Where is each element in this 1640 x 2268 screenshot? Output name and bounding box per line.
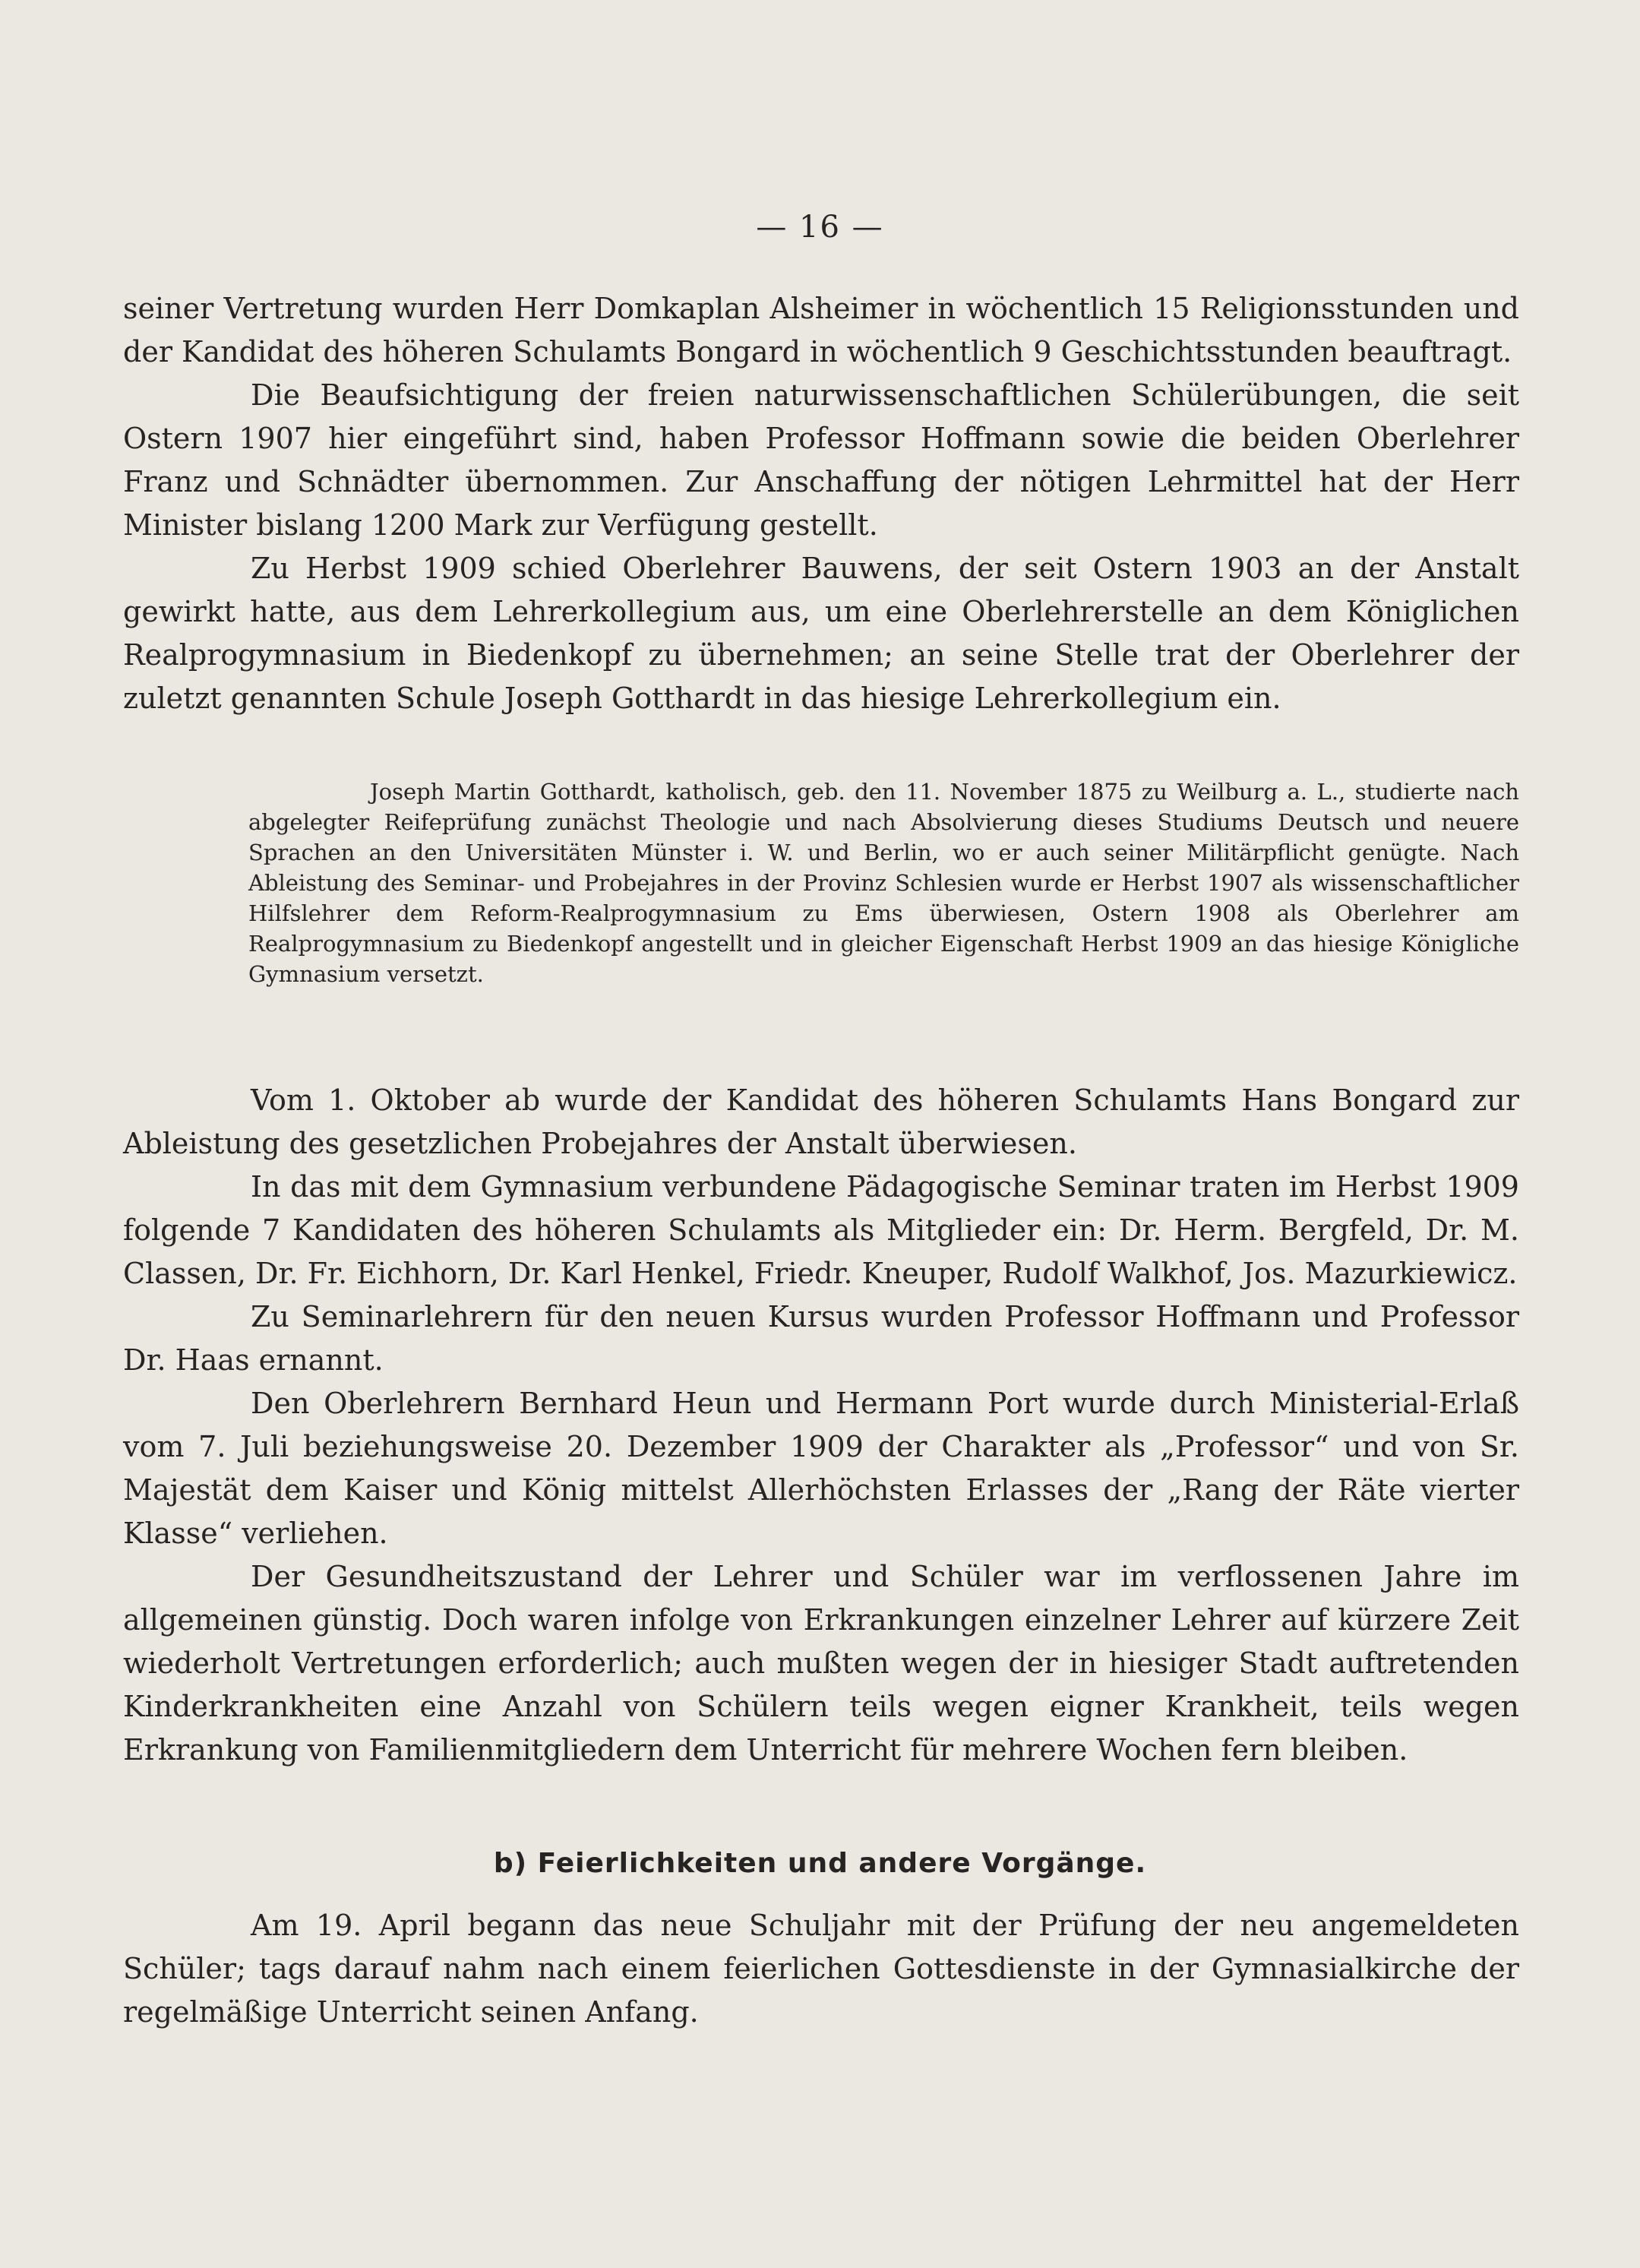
paragraph-professor-titles: Den Oberlehrern Bernhard Heun und Hermann Port wurde durch Ministerial-Erlaß vom 7. Juli beziehungsweise 20. Dezember 1909 der Charakter als „Professor“ und von Sr. Majestät dem Kaiser und König mittelst Allerhöchsten Erlasses der „Rang der Räte vierter Klasse“ verliehen. [123, 1387, 1519, 1550]
section-heading: b) Feierlichkeiten und andere Vorgänge. [493, 1848, 1147, 1879]
paragraph-substitution: seiner Vertretung wurden Herr Domkaplan Alsheimer in wöchentlich 15 Religionsstunden und der Kandidat des höheren Schulamts Bongard in wöchentlich 9 Geschichtsstunden beauftragt. [123, 292, 1519, 369]
gotthardt-biography: Joseph Martin Gotthardt, katholisch, geb. den 11. November 1875 zu Weilburg a. L., studierte nach abgelegter Reifeprüfung zunächst Theologie und nach Absolvierung dieses Studiums Deutsch und neuere Sprachen an den Universitäten Münster i. W. und Berlin, wo er auch seiner Militärpflicht genügte. Nach Ableistung des Seminar- und Probejahres in der Provinz Schlesien wurde er Herbst 1907 als wissenschaftlicher Hilfslehrer dem Reform-Realprogymnasium zu Ems überwiesen, Ostern 1908 als Oberlehrer am Realprogymnasium zu Biedenkopf angestellt und in gleicher Eigenschaft Herbst 1909 an das hiesige Königliche Gymnasium versetzt. [248, 779, 1519, 987]
paragraph-health: Der Gesundheitszustand der Lehrer und Schüler war im verflossenen Jahre im allgemeinen günstig. Doch waren infolge von Erkrankungen einzelner Lehrer auf kürzere Zeit wiederholt Vertretungen erforderlich; auch mußten wegen der in hiesiger Stadt auftretenden Kinderkrankheiten eine Anzahl von Schülern teils wegen eigner Krankheit, teils wegen Erkrankung von Familienmitgliedern dem Unterricht für mehrere Wochen fern bleiben. [123, 1560, 1519, 1767]
text-block-celebrations [123, 1904, 1519, 2034]
paragraph-seminar-teachers: Zu Seminarlehrern für den neuen Kursus wurden Professor Hoffmann und Professor Dr. Haas ernannt. [123, 1300, 1519, 1377]
text-block-staffing [123, 287, 1519, 720]
paragraph-science-exercises: Die Beaufsichtigung der freien naturwissenschaftlichen Schülerübungen, die seit Ostern 1907 hier eingeführt sind, haben Professor Hoffmann sowie die beiden Oberlehrer Franz und Schnädter übernommen. Zur Anschaffung der nötigen Lehrmittel hat der Herr Minister bislang 1200 Mark zur Verfügung gestellt. [123, 378, 1519, 542]
page-number: — 16 — [756, 210, 884, 245]
paragraph-bongard-probation: Vom 1. Oktober ab wurde der Kandidat des höheren Schulamts Hans Bongard zur Ableistung des gesetzlichen Probejahres der Anstalt überwiesen. [123, 1083, 1519, 1160]
paragraph-bauwens-departure: Zu Herbst 1909 schied Oberlehrer Bauwens, der seit Ostern 1903 an der Anstalt gewirkt hatte, aus dem Lehrerkollegium aus, um eine Oberlehrerstelle an dem Königlichen Realprogymnasium in Biedenkopf zu übernehmen; an seine Stelle trat der Oberlehrer der zuletzt genannten Schule Joseph Gotthardt in das hiesige Lehrerkollegium ein. [123, 552, 1519, 715]
paragraph-school-year-start: Am 19. April begann das neue Schuljahr mit der Prüfung der neu angemeldeten Schüler; tags darauf nahm nach einem feierlichen Gottesdienste in der Gymnasialkirche der regelmäßige Unterricht seinen Anfang. [123, 1909, 1519, 2029]
text-block-seminar [123, 1079, 1519, 1772]
biography-note [248, 777, 1519, 989]
paragraph-seminar-candidates: In das mit dem Gymnasium verbundene Pädagogische Seminar traten im Herbst 1909 folgende 7 Kandidaten des höheren Schulamts als Mitglieder ein: Dr. Herm. Bergfeld, Dr. M. Classen, Dr. Fr. Eichhorn, Dr. Karl Henkel, Friedr. Kneuper, Rudolf Walkhof, Jos. Mazurkiewicz. [123, 1170, 1519, 1290]
